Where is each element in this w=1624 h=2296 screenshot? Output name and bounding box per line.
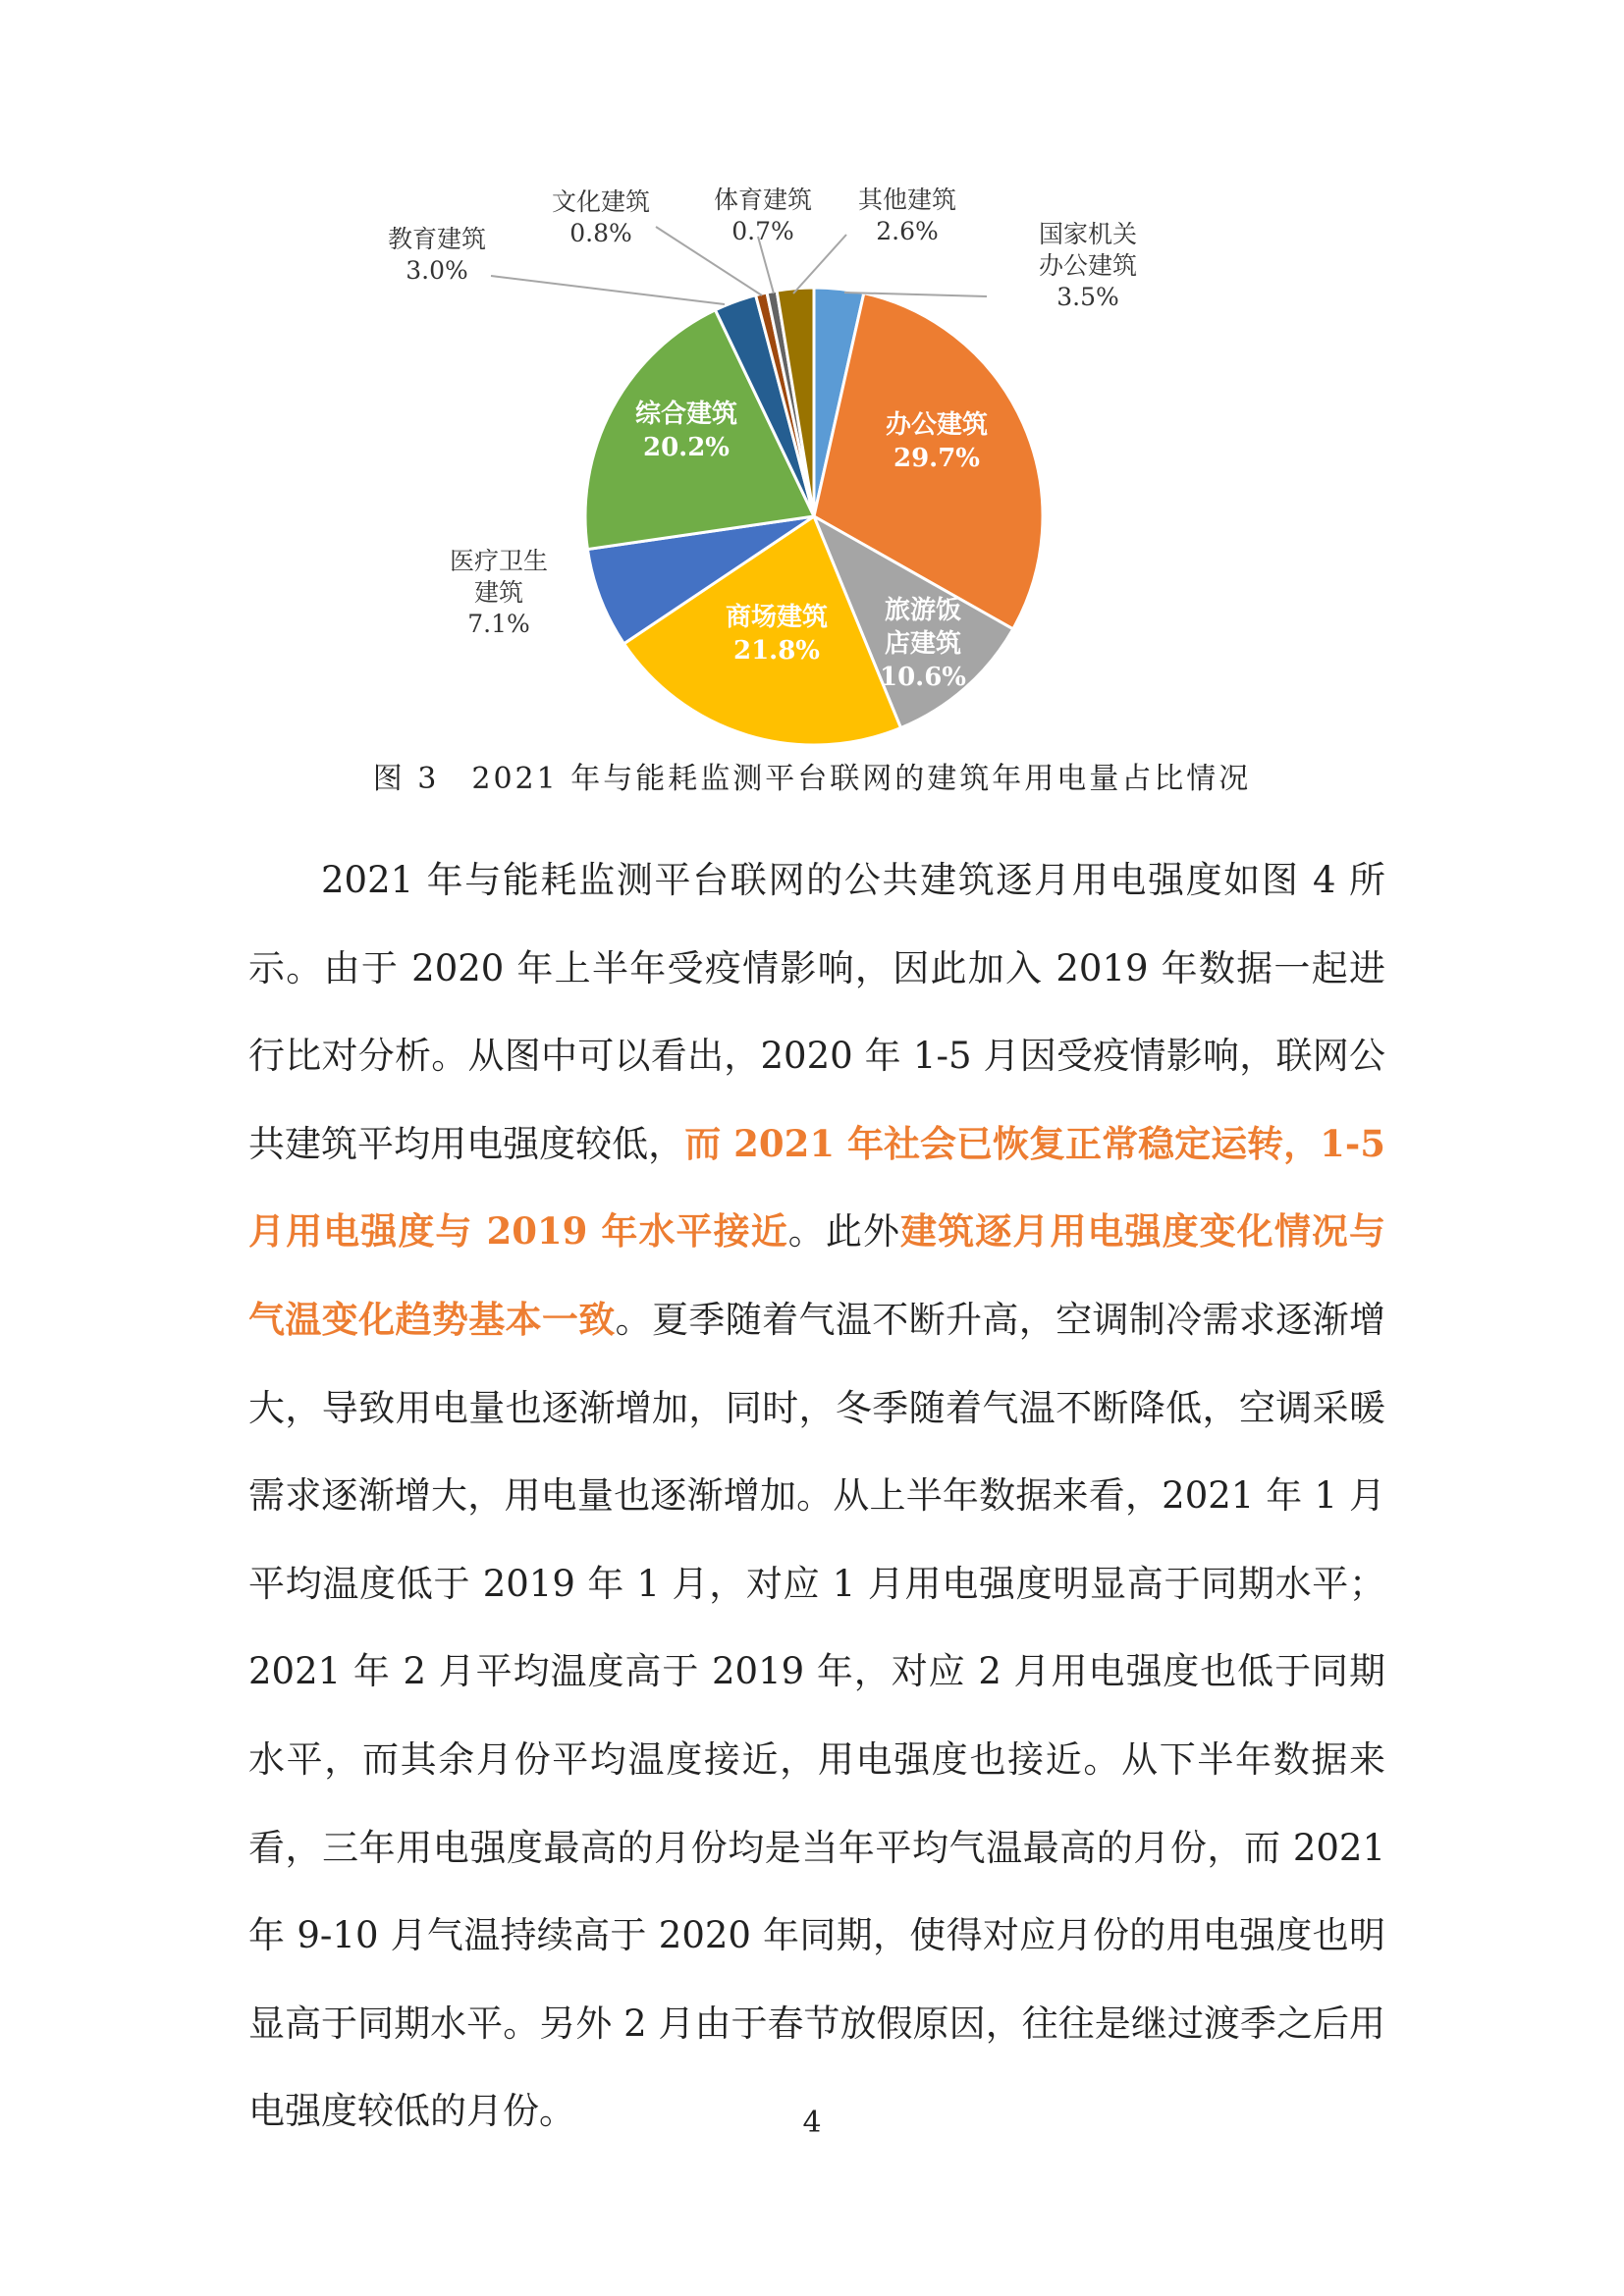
slice-percent: 0.7%: [731, 217, 794, 245]
slice-name: 体育建筑: [713, 186, 813, 214]
slice-name: 办公建筑: [1038, 251, 1138, 280]
slice-percent: 20.2%: [642, 433, 731, 462]
slice-percent: 29.7%: [893, 444, 981, 473]
text-run: 。夏季随着气温不断升高，空调制冷需求逐渐增大，导致用电量也逐渐增加，同时，冬季随着气温不断降低，空调采暖需求逐渐增大，用电量也逐渐增加。从上半年数据来看，2021 年 1 月平均温度低于 2019 年 1 月，对应 1 月用电强度明显高于同期水平；2021 年 2 月平均温度高于 2019 年，对应 2 月用电强度也低于同期水平，而其余月份平均温度接近，用电强度也接近。从下半年数据来看，三年用电强度最高的月份均是当年平均气温最高的月份，而 2021 年 9-10 月气温持续高于 2020 年同期，使得对应月份的用电强度也明显高于同期水平。另外 2 月由于春节放假原因，往往是继过渡季之后用电强度较低的月份。: [248, 1298, 1386, 2133]
slice-name: 建筑: [473, 578, 524, 607]
slice-label: [858, 186, 956, 245]
slice-name: 办公建筑: [885, 410, 989, 440]
slice-label: [388, 225, 486, 285]
slice-name: 国家机关: [1038, 220, 1138, 248]
pie-slices: [585, 288, 1043, 745]
slice-name: 教育建筑: [387, 225, 487, 253]
text-run: 。此外: [787, 1210, 901, 1254]
pie-chart: [0, 0, 1624, 785]
leader-line: [491, 276, 725, 304]
slice-percent: 3.0%: [406, 256, 468, 285]
page-number: 4: [802, 2106, 822, 2140]
slice-name: 旅游饭: [884, 596, 962, 625]
paragraph-text: [248, 836, 1385, 2156]
slice-percent: 0.8%: [569, 219, 632, 247]
slice-label: [552, 187, 650, 247]
slice-name: 医疗卫生: [449, 547, 549, 575]
highlight-text: 建筑逐月用电强度变化情况与气温变化趋势基本一致: [248, 1209, 1386, 1341]
slice-percent: 7.1%: [467, 610, 530, 638]
figure-caption: 图 3 2021 年与能耗监测平台联网的建筑年用电量占比情况: [372, 762, 1252, 796]
slice-name: 综合建筑: [634, 400, 738, 429]
slice-name: 商场建筑: [725, 603, 829, 632]
slice-label: [1039, 220, 1137, 311]
slice-percent: 21.8%: [732, 636, 821, 666]
slice-label: [450, 547, 548, 638]
leader-line: [793, 235, 846, 294]
slice-name: 其他建筑: [857, 186, 957, 214]
slice-label: [714, 186, 812, 245]
slice-percent: 2.6%: [876, 217, 939, 245]
slice-name: 店建筑: [884, 629, 962, 659]
highlight-text: 而 2021 年社会已恢复正常稳定运转，1-5 月用电强度与 2019 年水平接近: [248, 1121, 1386, 1254]
slice-percent: 10.6%: [879, 663, 967, 692]
body-paragraph: [248, 836, 1385, 2156]
slice-name: 文化建筑: [551, 187, 651, 216]
text-run: 2021 年与能耗监测平台联网的公共建筑逐月用电强度如图 4 所示。由于 2020 年上半年受疫情影响，因此加入 2019 年数据一起进行比对分析。从图中可以看出，2020 年 1-5 月因受疫情影响，联网公共建筑平均用电强度较低，: [248, 859, 1385, 1165]
slice-label: [880, 596, 966, 692]
slice-percent: 3.5%: [1056, 283, 1119, 311]
